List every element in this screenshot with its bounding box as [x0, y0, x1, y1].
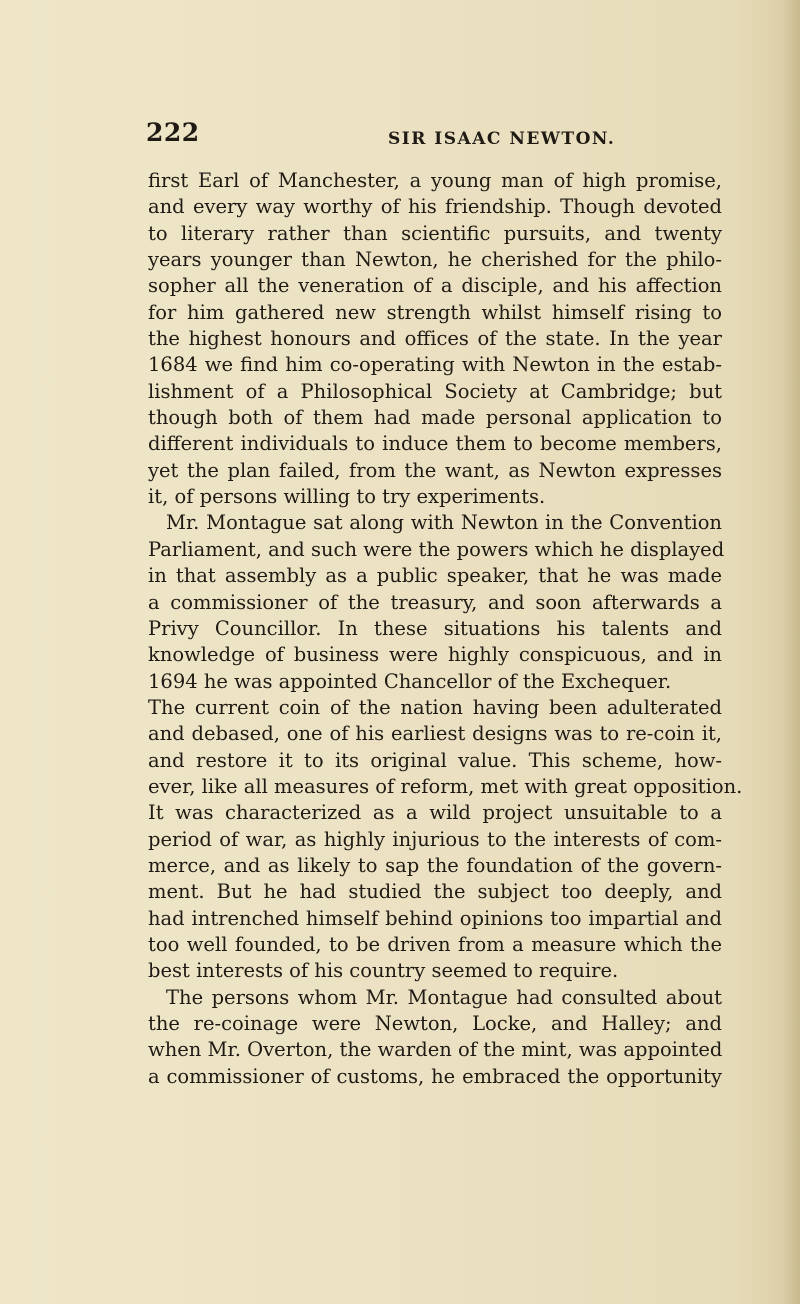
page-number: 222 [146, 118, 200, 147]
text-line: first Earl of Manchester, a young man of high promise, [148, 169, 722, 192]
text-line: when Mr. Overton, the warden of the mint, was appointed [148, 1038, 723, 1062]
page-edge-shadow [782, 0, 800, 1304]
paragraph-last-line: it, of persons willing to try experiments. [148, 485, 546, 509]
text-line: to literary rather than scientific pursuits, and twenty [148, 221, 722, 245]
text-line: It was characterized as a wild project unsuitable to a [148, 801, 722, 825]
text-line: 1684 we find him co-operating with Newton in the estab- [148, 353, 722, 377]
text-line: and debased, one of his earliest designs was to re-coin it, [148, 722, 722, 746]
text-line: in that assembly as a public speaker, that he was made [148, 564, 722, 588]
text-line: though both of them had made personal application to [148, 406, 722, 430]
text-line: period of war, as highly injurious to the interests of com- [148, 827, 722, 851]
paragraph-first-line: Mr. Montague sat along with Newton in the Convention [166, 511, 722, 535]
text-line: had intrenched himself behind opinions too impartial and [148, 906, 722, 930]
text-line: lishment of a Philosophical Society at Cambridge; but [148, 379, 722, 403]
text-line: knowledge of business were highly conspicuous, and in [148, 643, 722, 667]
text-line: 1694 he was appointed Chancellor of the Exchequer. [148, 669, 672, 693]
text-line: Privy Councillor. In these situations his talents and [148, 616, 722, 640]
text-line: too well founded, to be driven from a measure which the [148, 932, 722, 956]
text-line: The current coin of the nation having been adulterated [148, 695, 722, 719]
text-line: the highest honours and offices of the state. In the year [148, 327, 722, 351]
text-line: a commissioner of the treasury, and soon afterwards a [148, 590, 722, 614]
text-line: for him gathered new strength whilst himself rising to [148, 300, 722, 324]
text-line: a commissioner of customs, he embraced the opportunity [148, 1064, 722, 1088]
text-line: different individuals to induce them to become members, [148, 432, 722, 456]
text-line: merce, and as likely to sap the foundation of the govern- [148, 853, 722, 877]
text-line: ment. But he had studied the subject too deeply, and [148, 880, 722, 904]
paragraph-first-line: The persons whom Mr. Montague had consulted about [166, 985, 722, 1009]
text-line: the re-coinage were Newton, Locke, and Halley; and [148, 1012, 722, 1035]
text-line: ever, like all measures of reform, met with great opposition. [148, 774, 743, 798]
text-line: sopher all the veneration of a disciple, and his affection [148, 274, 722, 298]
text-line: yet the plan failed, from the want, as Newton expresses [148, 458, 722, 482]
paragraph-last-line: best interests of his country seemed to require. [148, 959, 619, 983]
page-header [0, 118, 800, 150]
text-line: and every way worthy of his friendship. Though devoted [148, 195, 722, 219]
text-line: and restore it to its original value. This scheme, how- [148, 748, 722, 772]
running-head: SIR ISAAC NEWTON. [388, 129, 616, 149]
text-line: years younger than Newton, he cherished for the philo- [148, 248, 722, 272]
body-text [148, 168, 743, 1090]
text-line: Parliament, and such were the powers which he displayed [148, 537, 725, 561]
